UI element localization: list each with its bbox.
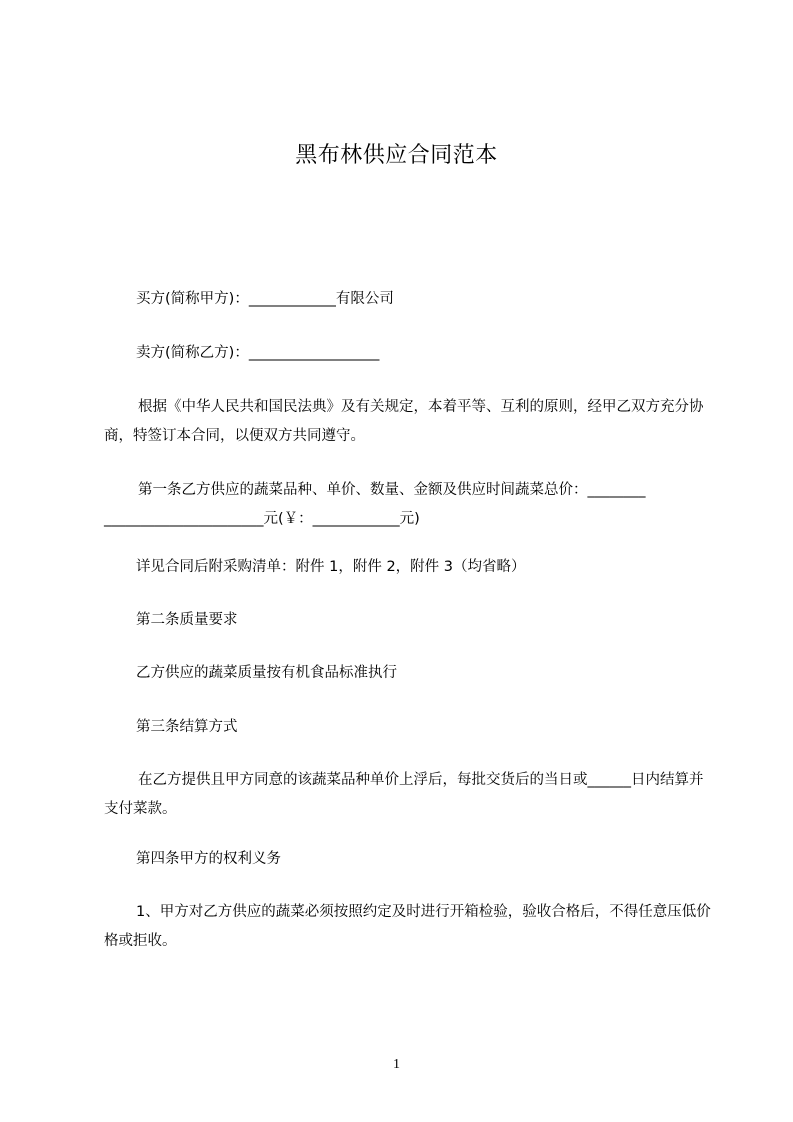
- article-4-heading: 第四条甲方的权利义务: [136, 851, 281, 867]
- article-1-paragraph: 第一条乙方供应的蔬菜品种、单价、数量、金额及供应时间蔬菜总价：________ ______________________元(￥：____________元): [104, 482, 651, 527]
- quality-requirement: 乙方供应的蔬菜质量按有机食品标准执行: [136, 665, 397, 681]
- article-2-heading: 第二条质量要求: [136, 612, 238, 628]
- buyer-obligation-1: 1、甲方对乙方供应的蔬菜必须按照约定及时进行开箱检验，验收合格后，不得任意压低价格或拒收。: [104, 904, 711, 949]
- attachment-note: 详见合同后附采购清单：附件 1，附件 2，附件 3（均省略）: [136, 559, 526, 575]
- document-title: 黑布林供应合同范本: [295, 143, 498, 168]
- page-number: 1: [393, 1057, 400, 1072]
- seller-line: 卖方(简称乙方)：__________________: [136, 345, 380, 361]
- settlement-paragraph: 在乙方提供且甲方同意的该蔬菜品种单价上浮后，每批交货后的当日或______日内结算并支付菜款。: [104, 772, 704, 817]
- buyer-line: 买方(简称甲方)：____________有限公司: [136, 291, 394, 307]
- preamble-paragraph: 根据《中华人民共和国民法典》及有关规定，本着平等、互利的原则，经甲乙双方充分协商，特签订本合同，以便双方共同遵守。: [104, 399, 704, 444]
- article-3-heading: 第三条结算方式: [136, 719, 238, 735]
